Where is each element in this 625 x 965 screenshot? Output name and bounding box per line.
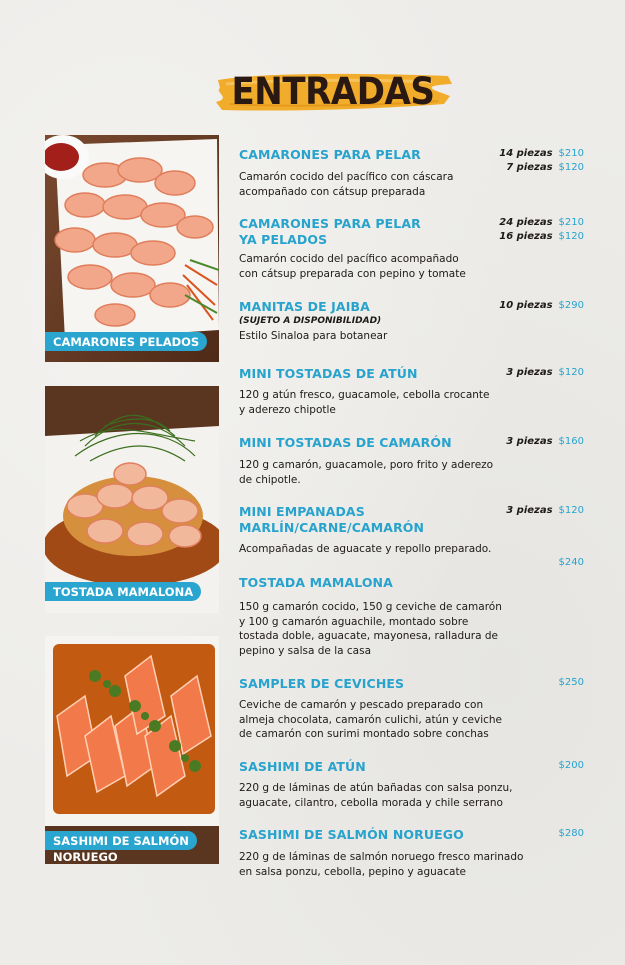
price-list [499,147,584,175]
price-amount: $240 [558,557,584,568]
photo-label: SASHIMI DE SALMÓN [45,831,197,850]
price-amount: $120 [558,231,584,242]
item-name: TOSTADA MAMALONA [239,575,393,590]
price-row [499,230,584,244]
price-qty: 14 piezas [499,148,553,159]
item-description: 120 g atún fresco, guacamole, cebolla crocante y aderezo chipotle [239,389,490,416]
price-amount: $200 [558,760,584,771]
price-list [506,366,584,380]
item-note: (SUJETO A DISPONIBILIDAD) [239,316,382,326]
item-description: Ceviche de camarón y pescado preparado con almeja chocolata, camarón culichi, atún y ceviche de camarón con surimi montado sobre conchas [239,699,503,740]
price-row [553,676,584,690]
item-name: CAMARONES PARA PELAR YA PELADOS [239,216,421,247]
item-description: Camarón cocido del pacífico con cáscara acompañado con cátsup preparada [239,171,454,198]
price-list [553,556,584,570]
price-row [553,759,584,773]
item-name: SASHIMI DE SALMÓN NORUEGO [239,827,464,842]
price-amount: $280 [558,828,584,839]
photo-sublabel: NORUEGO [53,850,118,864]
price-amount: $210 [558,217,584,228]
price-qty: 10 piezas [499,300,553,311]
price-row [499,161,584,175]
menu-item [239,557,584,658]
item-name: CAMARONES PARA PELAR [239,147,421,162]
price-amount: $210 [558,148,584,159]
price-amount: $120 [558,367,584,378]
menu-item [239,759,584,810]
item-name: MINI EMPANADAS MARLÍN/CARNE/CAMARÓN [239,504,425,535]
price-list [499,299,584,313]
item-description: 220 g de láminas de atún bañadas con salsa ponzu, aguacate, cilantro, cebolla morada y chile serrano [239,782,513,809]
price-amount: $120 [558,505,584,516]
price-qty: 3 piezas [506,367,553,378]
photo-label: TOSTADA MAMALONA [45,582,201,601]
price-amount: $160 [558,436,584,447]
photo-label: CAMARONES PELADOS [45,332,207,351]
section-header [212,62,454,120]
shrimp-plate-photo [45,135,219,362]
price-list [499,216,584,244]
section-title: ENTRADAS [231,69,435,113]
price-qty: 16 piezas [499,231,553,242]
price-row [499,299,584,313]
price-list [553,759,584,773]
price-qty: 24 piezas [499,217,553,228]
price-amount: $290 [558,300,584,311]
item-name: MINI TOSTADAS DE CAMARÓN [239,435,452,450]
salmon-sashimi-photo [45,636,219,864]
item-name: MANITAS DE JAIBA [239,299,370,314]
price-row [506,435,584,449]
menu-item [239,504,584,557]
price-list [553,676,584,690]
item-description: Acompañadas de aguacate y repollo preparado. [239,543,492,555]
price-row [553,556,584,570]
price-qty: 7 piezas [506,162,553,173]
tostada-photo [45,386,219,613]
item-description: 220 g de láminas de salmón noruego fresco marinado en salsa ponzu, cebolla, pepino y aguacate [239,851,524,878]
item-description: 150 g camarón cocido, 150 g ceviche de camarón y 100 g camarón aguachile, montado sobre tostada doble, aguacate, mayonesa, ralladura de pepino y salsa de la casa [239,601,502,657]
price-row [553,827,584,841]
menu-item [239,366,584,417]
item-name: MINI TOSTADAS DE ATÚN [239,366,418,381]
price-amount: $250 [558,677,584,688]
menu-item [239,216,584,281]
menu-item [239,827,584,879]
item-description: 120 g camarón, guacamole, poro frito y aderezo de chipotle. [239,459,494,486]
price-row [506,366,584,380]
menu-item [239,435,584,487]
price-list [506,435,584,449]
item-description: Camarón cocido del pacífico acompañado con cátsup preparada con pepino y tomate [239,253,466,280]
price-qty: 3 piezas [506,505,553,516]
price-qty: 3 piezas [506,436,553,447]
price-row [499,216,584,230]
menu-item [239,299,584,344]
price-list [506,504,584,518]
item-name: SAMPLER DE CEVICHES [239,676,405,691]
price-amount: $120 [558,162,584,173]
menu-item [239,147,584,199]
item-name: SASHIMI DE ATÚN [239,759,366,774]
price-row [499,147,584,161]
price-row [506,504,584,518]
item-description: Estilo Sinaloa para botanear [239,330,388,342]
menu-item [239,676,584,742]
price-list [553,827,584,841]
